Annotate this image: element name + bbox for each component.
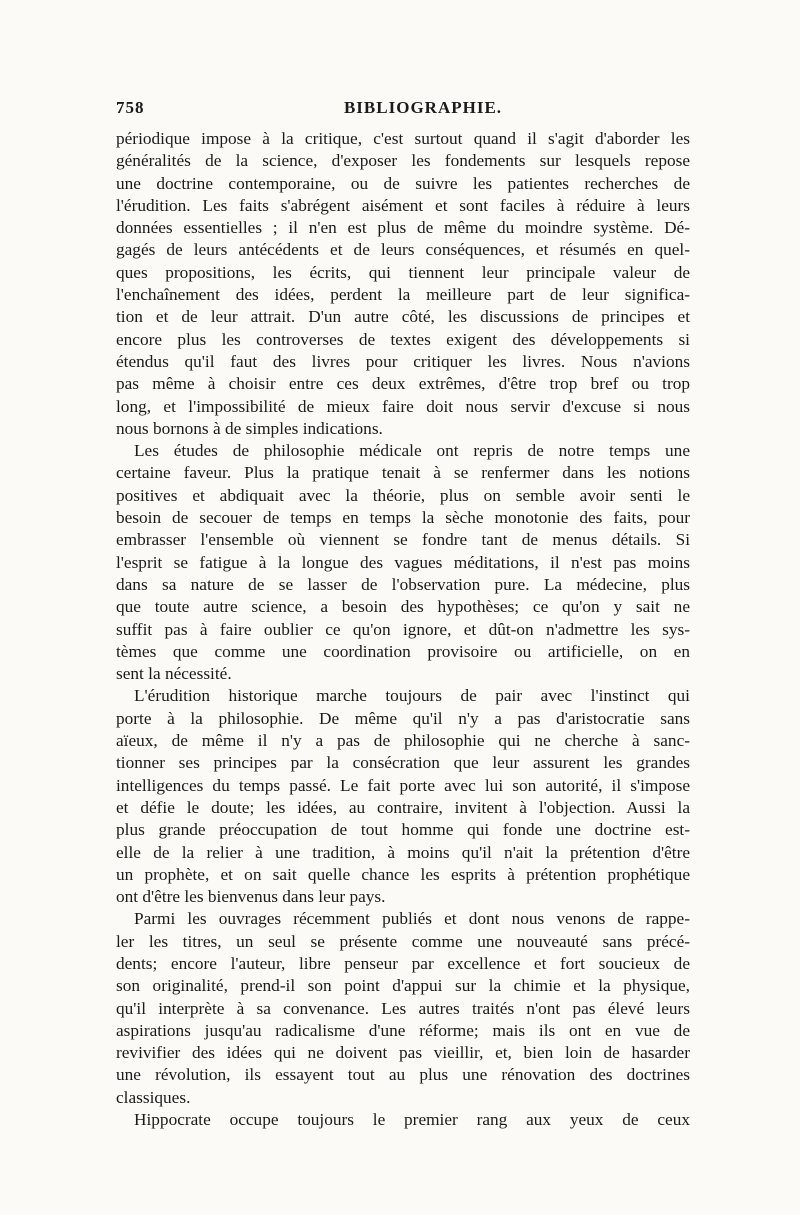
text-line: long, et l'impossibilité de mieux faire doit nous servir d'excuse si nous — [116, 396, 690, 416]
text-line: Les études de philosophie médicale ont repris de notre temps une — [134, 441, 690, 461]
text-line: intelligences du temps passé. Le fait porte avec lui son autorité, il s'impose — [116, 775, 690, 795]
text-line: suffit pas à faire oublier ce qu'on ignore, et dût-on n'admettre les sys- — [116, 619, 690, 639]
text-line: ler les titres, un seul se présente comme une nouveauté sans précé- — [116, 931, 690, 951]
page-number: 758 — [116, 98, 145, 117]
text-line: aspirations jusqu'au radicalisme d'une réforme; mais ils ont en vue de — [116, 1020, 690, 1040]
text-line: L'érudition historique marche toujours de pair avec l'instinct qui — [134, 686, 690, 706]
running-title: BIBLIOGRAPHIE. — [343, 98, 503, 117]
text-line: étendus qu'il faut des livres pour critiquer les livres. Nous n'avions — [116, 351, 690, 371]
text-line: dans sa nature de se lasser de l'observation pure. La médecine, plus — [116, 574, 690, 594]
text-line: l'enchaînement des idées, perdent la meilleure part de leur significa- — [116, 285, 690, 305]
text-line: et défie le doute; les idées, au contraire, invitent à l'objection. Aussi la — [116, 797, 690, 817]
text-line: une révolution, ils essayent tout au plus une rénovation des doctrines — [116, 1065, 690, 1085]
text-line: son originalité, prend-il son point d'appui sur la chimie et la physique, — [116, 976, 690, 996]
text-line: l'érudition. Les faits s'abrégent aisément et sont faciles à réduire à leurs — [116, 195, 690, 215]
text-line: classiques. — [116, 1087, 191, 1107]
text-line: revivifier des idées qui ne doivent pas vieillir, et, bien loin de hasarder — [116, 1043, 690, 1063]
text-line: tionner ses principes par la consécration que leur assurent les grandes — [116, 753, 690, 773]
text-line: tion et de leur attrait. D'un autre côté, les discussions de principes et — [116, 307, 690, 327]
text-line: une doctrine contemporaine, ou de suivre les patientes recherches de — [116, 173, 690, 193]
text-line: certaine faveur. Plus la pratique tenait à se renfermer dans les notions — [116, 463, 690, 483]
text-line: positives et abdiquait avec la théorie, plus on semble avoir senti le — [116, 485, 690, 505]
text-line: encore plus les controverses de textes exigent des développements si — [116, 329, 690, 349]
text-line: sent la nécessité. — [116, 664, 232, 684]
text-line: que toute autre science, a besoin des hypothèses; ce qu'on y sait ne — [116, 597, 690, 617]
text-line: l'esprit se fatigue à la longue des vagues méditations, il n'est pas moins — [116, 552, 690, 572]
text-line: généralités de la science, d'exposer les fondements sur lesquels repose — [116, 151, 690, 171]
text-line: Parmi les ouvrages récemment publiés et dont nous venons de rappe- — [134, 909, 690, 929]
text-line: aïeux, de même il n'y a pas de philosophie qui ne cherche à sanc- — [116, 731, 690, 751]
text-line: ques propositions, les écrits, qui tiennent leur principale valeur de — [116, 262, 690, 282]
text-line: périodique impose à la critique, c'est surtout quand il s'agit d'aborder les — [116, 129, 690, 148]
text-line: embrasser l'ensemble où viennent se fondre tant de menus détails. Si — [116, 530, 690, 550]
text-line: tèmes que comme une coordination provisoire ou artificielle, on en — [116, 641, 690, 661]
text-line: elle de la relier à une tradition, à moins qu'il n'ait la prétention d'être — [116, 842, 690, 862]
text-line: pas même à choisir entre ces deux extrêmes, d'être trop bref ou trop — [116, 374, 690, 394]
text-line: dents; encore l'auteur, libre penseur par excellence et fort soucieux de — [116, 953, 690, 973]
text-line: plus grande préoccupation de tout homme qui fonde une doctrine est- — [116, 820, 690, 840]
text-line: porte à la philosophie. De même qu'il n'y a pas d'aristocratie sans — [116, 708, 690, 728]
running-header — [116, 98, 690, 122]
text-line: gagés de leurs antécédents et de leurs conséquences, et résumés en quel- — [116, 240, 690, 260]
text-line: données essentielles ; il n'en est plus de même du moindre système. Dé- — [116, 218, 690, 238]
text-line: qu'il interprète à sa convenance. Les autres traités n'ont pas élevé leurs — [116, 998, 690, 1018]
text-line: Hippocrate occupe toujours le premier rang aux yeux de ceux — [134, 1110, 690, 1130]
text-line: nous bornons à de simples indications. — [116, 418, 383, 438]
text-line: ont d'être les bienvenus dans leur pays. — [116, 887, 386, 907]
body-text — [116, 128, 690, 1131]
text-line: un prophète, et on sait quelle chance les esprits à prétention prophétique — [116, 864, 690, 884]
text-line: besoin de secouer de temps en temps la sèche monotonie des faits, pour — [116, 508, 690, 528]
